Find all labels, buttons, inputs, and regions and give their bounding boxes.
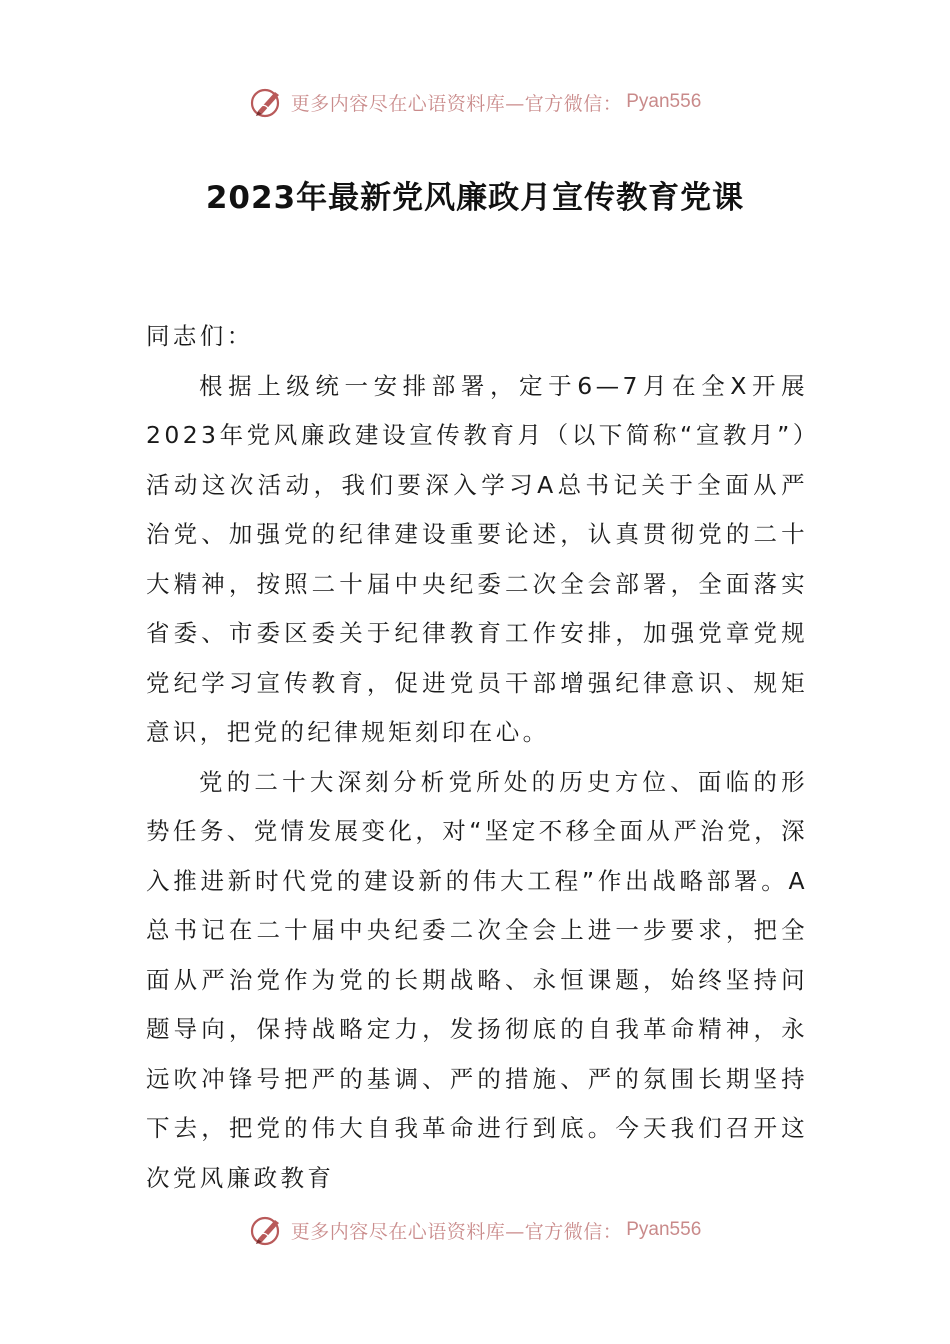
watermark-text: 更多内容尽在心语资料库—官方微信： bbox=[290, 1220, 623, 1243]
pen-logo-icon bbox=[249, 1212, 285, 1248]
salutation: 同志们： bbox=[146, 322, 254, 350]
document-title: 2023年最新党风廉政月宣传教育党课 bbox=[205, 180, 745, 216]
paragraph: 根据上级统一安排部署，定于6—7月在全X开展2023年党风廉政建设宣传教育月（以下简称“宣教月”）活动这次活动，我们要深入学习A总书记关于全面从严治党、加强党的纪律建设重要论述，认真贯彻党的二十大精神，按照二十届中央纪委二次全会部署，全面落实省委、市委区委关于纪律教育工作安排，加强党章党规党纪学习宣传教育，促进党员干部增强纪律意识、规矩意识，把党的纪律规矩刻印在心。 bbox=[146, 371, 808, 746]
watermark-handle: Pyan556 bbox=[626, 1219, 702, 1240]
watermark-handle: Pyan556 bbox=[626, 91, 702, 112]
watermark-text: 更多内容尽在心语资料库—官方微信： bbox=[290, 92, 623, 115]
document-body bbox=[146, 312, 808, 1203]
pen-logo-icon bbox=[249, 84, 285, 120]
watermark-footer bbox=[0, 1208, 950, 1252]
paragraph: 党的二十大深刻分析党所处的历史方位、面临的形势任务、党情发展变化，对“坚定不移全面从严治党，深入推进新时代党的建设新的伟大工程”作出战略部署。A总书记在二十届中央纪委二次全会上进一步要求，把全面从严治党作为党的长期战略、永恒课题，始终坚持问题导向，保持战略定力，发扬彻底的自我革命精神，永远吹冲锋号把严的基调、严的措施、严的氛围长期坚持下去，把党的伟大自我革命进行到底。今天我们召开这次党风廉政教育 bbox=[146, 767, 808, 1192]
watermark-header bbox=[0, 80, 950, 124]
